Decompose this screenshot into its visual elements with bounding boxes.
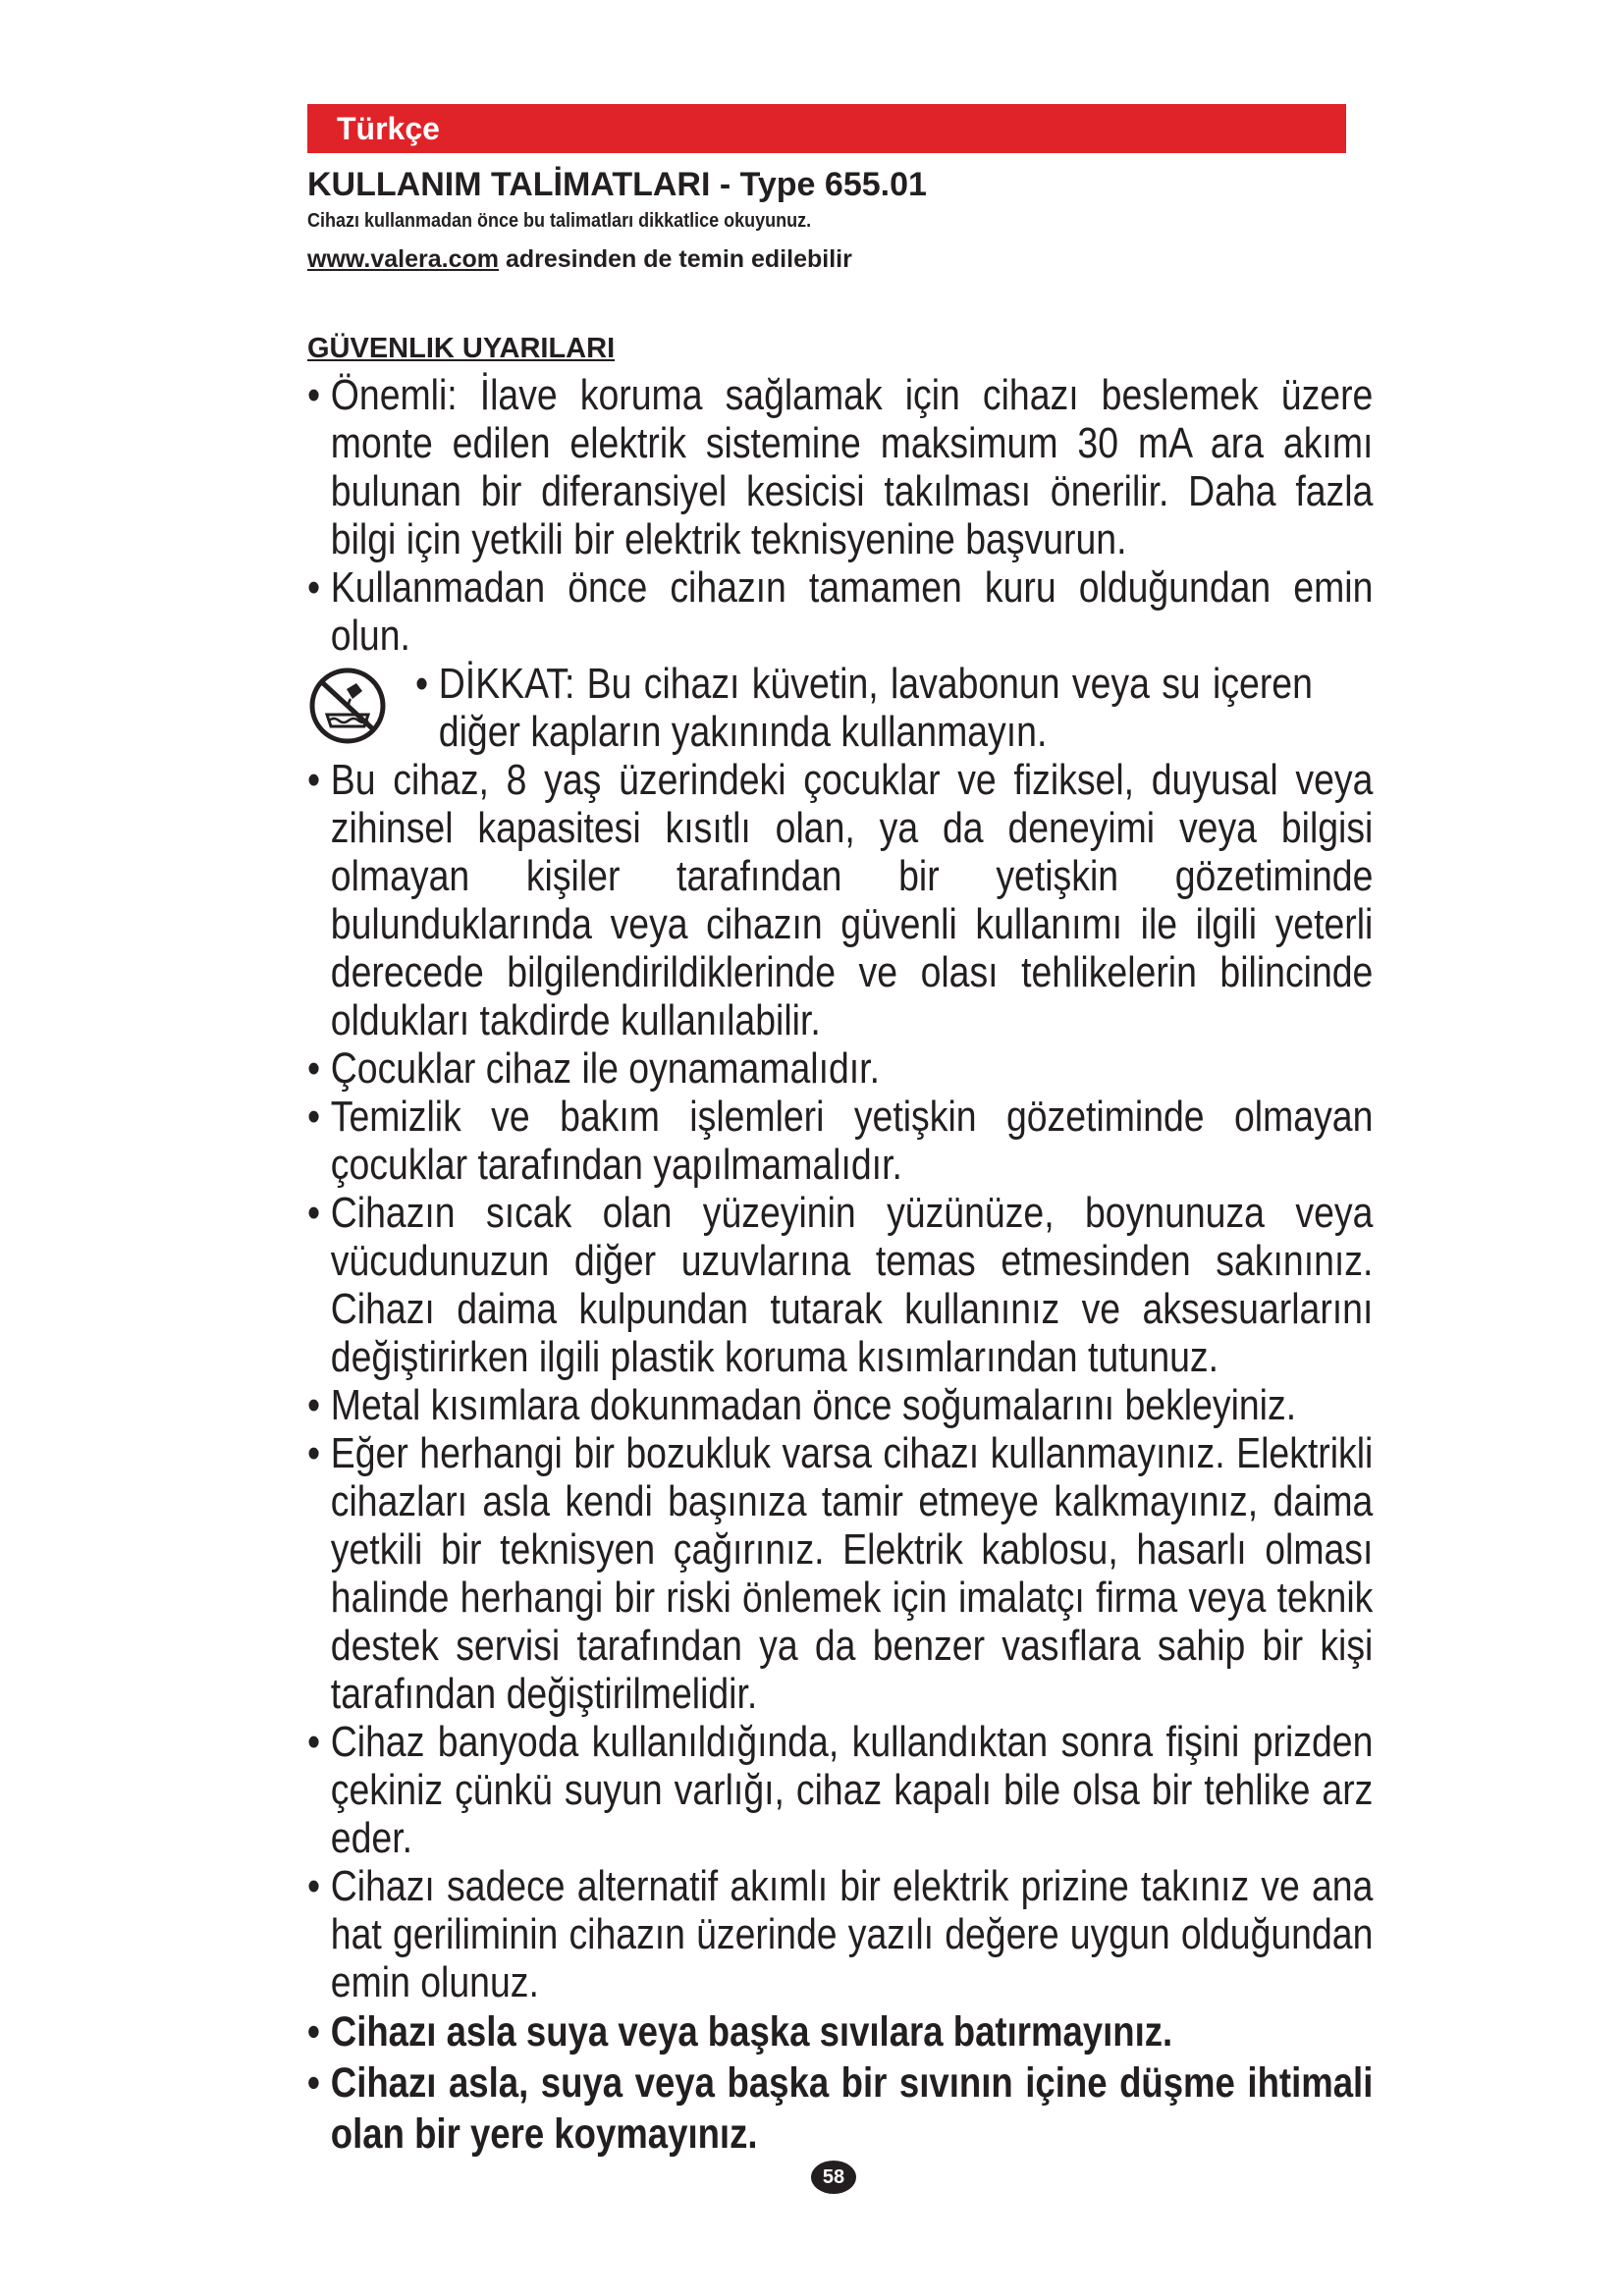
list-item [307, 1862, 1373, 2006]
list-item [307, 1429, 1373, 1718]
warning-text: Cihazı asla, suya veya başka bir sıvının içine düşme ihtimali olan bir yere koymayınız. [330, 2059, 1374, 2158]
warning-text: Cihazı sadece alternatif akımlı bir elektrik prizine takınız ve ana hat geriliminin cihazın üzerinde yazılı değere uygun olduğundan emin olunuz. [330, 1862, 1374, 2006]
page-number: 58 [811, 2161, 856, 2194]
bullet: • [307, 563, 321, 612]
bullet: • [307, 1381, 321, 1429]
warning-text: Metal kısımlara dokunmadan önce soğumalarını bekleyiniz. [330, 1381, 1297, 1429]
warning-text: Cihazın sıcak olan yüzeyinin yüzünüze, boynunuza veya vücudunuzun diğer uzuvlarına temas etmesinden sakınınız. Cihazı daima kulpundan tutarak kullanınız ve aksesuarlarını değiştirirken ilgili plastik koruma kısımlarından tutunuz. [330, 1189, 1374, 1381]
bullet: • [307, 1718, 321, 1766]
warning-text: DİKKAT: Bu cihazı küvetin, lavabonun veya su içeren diğer kapların yakınında kullanmayın. [438, 660, 1313, 756]
list-item [307, 1718, 1373, 1862]
bullet: • [415, 660, 429, 708]
warning-text: Çocuklar cihaz ile oynamamalıdır. [330, 1044, 880, 1093]
warning-text: Kullanmadan önce cihazın tamamen kuru olduğundan emin olun. [330, 563, 1374, 660]
bullet: • [307, 371, 321, 419]
list-item [307, 371, 1373, 563]
list-item-emphasis [307, 2057, 1373, 2160]
list-item [307, 756, 1373, 1044]
bullet: • [307, 1862, 321, 1910]
warning-text: Önemli: İlave koruma sağlamak için cihazı beslemek üzere monte edilen elektrik sistemine maksimum 30 mA ara akımı bulunan bir diferansiyel kesicisi takılması önerilir. Daha fazla bilgi için yetkili bir elektrik teknisyenine başvurun. [330, 371, 1374, 563]
page-title: KULLANIM TALİMATLARI - Type 655.01 [307, 166, 927, 203]
website-text: adresinden de temin edilebilir [499, 245, 852, 273]
safety-warnings-list [307, 371, 1374, 2160]
list-item [415, 660, 1313, 756]
warning-text: Temizlik ve bakım işlemleri yetişkin gözetiminde olmayan çocuklar tarafından yapılmamalıdır. [330, 1093, 1374, 1189]
bullet: • [307, 1189, 321, 1237]
section-heading: GÜVENLIK UYARILARI [307, 333, 616, 364]
bullet: • [307, 1093, 321, 1141]
warning-text: Eğer herhangi bir bozukluk varsa cihazı kullanmayınız. Elektrikli cihazları asla kendi başınıza tamir etmeye kalkmayınız, daima yetkili bir teknisyen çağırınız. Elektrik kablosu, hasarlı olması halinde herhangi bir riski önlemek için imalatçı firma veya teknik destek servisi tarafından ya da benzer vasıflara sahip bir kişi tarafından değiştirilmelidir. [330, 1429, 1374, 1718]
list-item-with-icon [307, 660, 1350, 756]
bullet: • [307, 2059, 320, 2107]
warning-text: Cihazı asla suya veya başka sıvılara batırmayınız. [330, 2008, 1173, 2056]
website-link[interactable]: www.valera.com [307, 245, 499, 273]
bullet: • [307, 2008, 320, 2056]
warning-text: Cihaz banyoda kullanıldığında, kullandıktan sonra fişini prizden çekiniz çünkü suyun varlığı, cihaz kapalı bile olsa bir tehlike arz eder. [330, 1718, 1374, 1862]
list-item [307, 1189, 1373, 1381]
warning-text: Bu cihaz, 8 yaş üzerindeki çocuklar ve fiziksel, duyusal veya zihinsel kapasitesi kısıtlı olan, ya da deneyimi veya bilgisi olmayan kişiler tarafından bir yetişkin gözetiminde bulunduklarında veya cihazın güvenli kullanımı ile ilgili yeterli derecede bilgilendirildiklerinde ve olası tehlikelerin bilincinde oldukları takdirde kullanılabilir. [330, 756, 1374, 1044]
language-label: Türkçe [337, 111, 440, 146]
list-item [307, 1381, 1373, 1429]
website-line [307, 243, 852, 275]
list-item-emphasis [307, 2006, 1373, 2057]
bullet: • [307, 756, 321, 804]
bullet: • [307, 1429, 321, 1477]
list-item [307, 563, 1373, 660]
list-item [307, 1044, 1373, 1093]
read-instructions-note: Cihazı kullanmadan önce bu talimatları dikkatlice okuyunuz. [307, 210, 812, 232]
no-use-near-water-icon [307, 666, 388, 746]
language-banner [307, 104, 1346, 153]
list-item [307, 1093, 1373, 1189]
bullet: • [307, 1044, 321, 1093]
